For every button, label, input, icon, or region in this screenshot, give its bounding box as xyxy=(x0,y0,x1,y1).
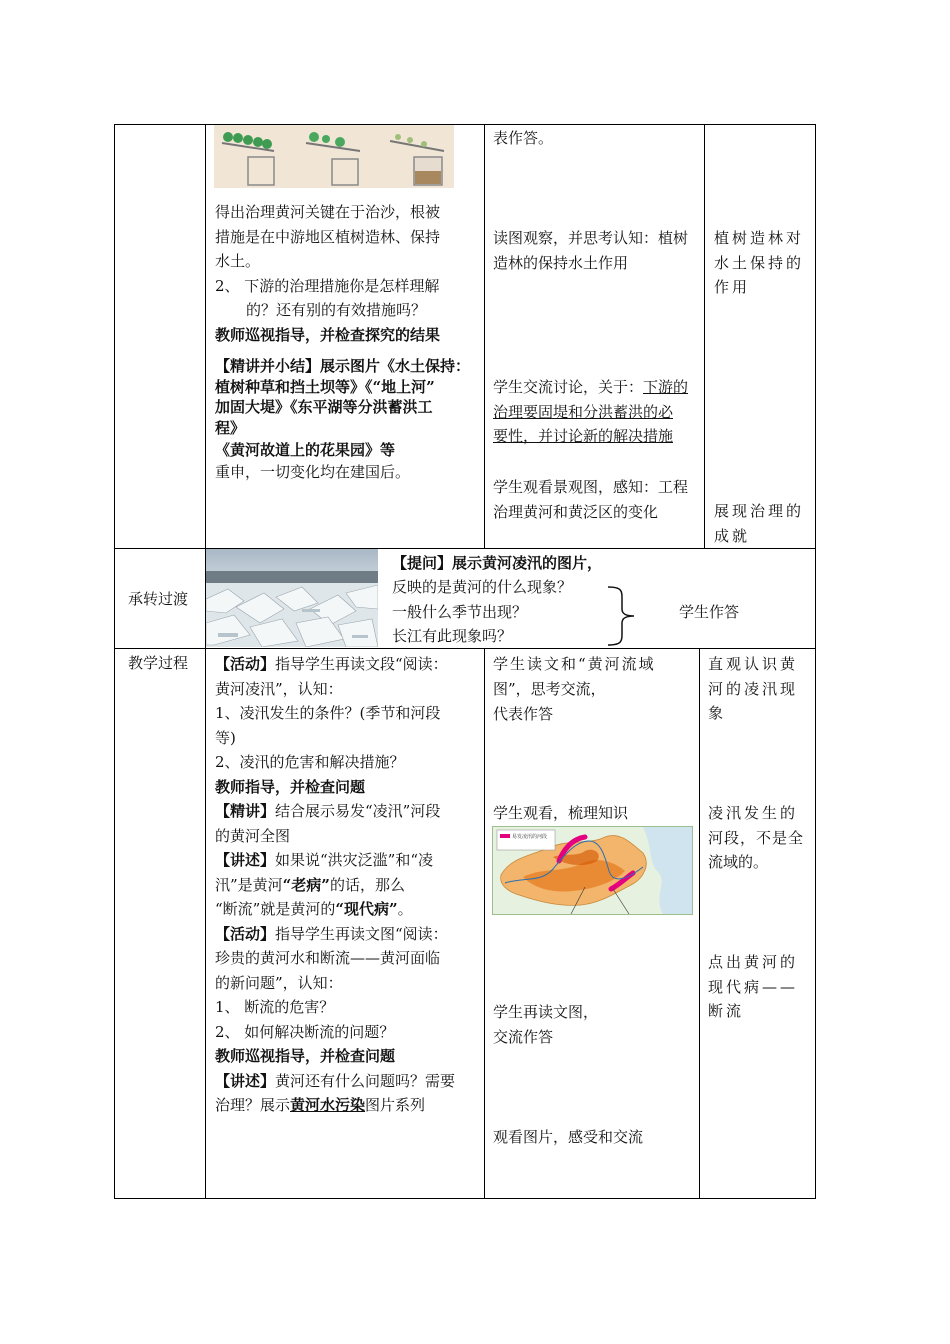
section2-question-1: 反映的是黄河的什么现象？ xyxy=(392,578,573,596)
s1-line-5: 的？还有别的有效措施吗？ xyxy=(246,301,427,319)
s1-student-p4b: 治理黄河和黄泛区的变化 xyxy=(493,502,659,521)
s3-intent-i7: 点出黄河的 xyxy=(708,953,799,971)
s3-l10b: “老病” xyxy=(282,875,330,894)
s1-line-1: 得出治理黄河关键在于治沙，根被 xyxy=(215,203,441,221)
summary-line-2: 植树种草和挡土坝等》《“地上河” xyxy=(215,377,435,396)
s3-student-p1 xyxy=(493,652,698,677)
s3-intent-i6: 流域的。 xyxy=(708,853,769,871)
s1-line-3: 水土。 xyxy=(215,252,261,270)
summary-line-6: 重申，一切变化均在建国后。 xyxy=(215,463,411,481)
s3-l18a: 【讲述】 xyxy=(215,1071,276,1090)
right-brace-icon xyxy=(604,585,638,647)
section1-student-activity xyxy=(493,126,703,151)
table-border-left xyxy=(114,124,115,1199)
s3-student-s3: 代表作答 xyxy=(493,704,554,723)
summary-line-4: 程》 xyxy=(215,418,246,437)
section3-teacher-activity xyxy=(215,652,483,1118)
s3-student-s6: 交流作答 xyxy=(493,1027,554,1046)
s3-intent-i5: 河段，不是全 xyxy=(708,828,805,847)
s3-l1b: 指导学生再读文段“阅读： xyxy=(275,655,448,673)
s1-student-p3a: 学生交流讨论，关于： xyxy=(493,378,644,396)
s3-student-p3 xyxy=(493,1000,698,1049)
s3-l2: 黄河凌汛”，认知： xyxy=(215,679,343,698)
summary-line-1: 【精讲并小结】展示图片《水土保持： xyxy=(215,357,471,375)
section2-question-2: 一般什么季节出现？ xyxy=(392,603,528,621)
table-border-right xyxy=(815,124,816,1199)
s3-l14: 的新问题”，认知： xyxy=(215,973,343,992)
section2-answer: 学生作答 xyxy=(679,603,740,621)
s3-student-s4: 学生观看，梳理知识 xyxy=(493,804,629,822)
s3-intent-i8: 现代病—— xyxy=(708,977,799,996)
s1-student-p3b: 下游的 xyxy=(643,378,689,396)
col-divider-2-bottom xyxy=(484,648,485,1199)
s1-student-p3d: 要性，并讨论新的解决措施 xyxy=(493,427,674,445)
s3-l3: 1、凌汛发生的条件？(季节和河段 xyxy=(215,704,441,722)
s3-l13: 珍贵的黄河水和断流——黄河面临 xyxy=(215,949,441,967)
s3-intent-i3: 象 xyxy=(708,704,727,722)
table-border-bottom xyxy=(114,1198,816,1199)
s3-l17: 教师巡视指导，并检查问题 xyxy=(215,1047,396,1065)
s1-student-p2a: 读图观察，并思考认知：植树 xyxy=(493,229,689,247)
soil-conservation-illustration xyxy=(214,125,454,188)
s1-student-p4 xyxy=(493,475,703,524)
s3-l11b: “现代病” xyxy=(335,900,398,918)
section2-question-3: 长江有此现象吗？ xyxy=(392,627,513,645)
s3-l18b: 黄河还有什么问题吗？需要 xyxy=(275,1071,456,1090)
s3-intent-p2 xyxy=(708,801,814,875)
s3-l10c: 的话，那么 xyxy=(329,875,405,894)
s1-intent-p2a: 展现治理的 xyxy=(714,502,805,520)
summary-line-5: 《黄河故道上的花果园》等 xyxy=(215,441,396,459)
map-legend-text: 易发凌汛的河段 xyxy=(512,834,548,840)
s3-l15: 1、 断流的危害？ xyxy=(215,998,335,1016)
s1-student-p1: 表作答。 xyxy=(493,129,554,147)
s3-l11c: 。 xyxy=(397,900,413,918)
s3-l19b: 黄河水污染 xyxy=(290,1096,366,1114)
s3-l4: 等) xyxy=(215,728,236,747)
s1-intent-p2 xyxy=(714,499,814,548)
s3-l12b: 指导学生再读文图“阅读： xyxy=(275,924,448,943)
s3-student-s1: 学生读文和“黄河流域 xyxy=(493,655,656,673)
s1-student-p3 xyxy=(493,375,703,449)
s3-l16: 2、 如何解决断流的问题？ xyxy=(215,1022,395,1041)
section1-summary xyxy=(215,356,483,461)
s3-intent-p3 xyxy=(708,950,814,1024)
col-divider-3-bottom xyxy=(699,648,700,1199)
s3-l12a: 【活动】 xyxy=(215,924,276,943)
s3-l7b: 结合展示易发“凌汛”河段 xyxy=(275,802,441,820)
section2-title: 【提问】展示黄河凌汛的图片， xyxy=(392,554,603,572)
section3-label: 教学过程 xyxy=(128,654,189,672)
s1-line-6: 教师巡视指导，并检查探究的结果 xyxy=(215,325,441,344)
s1-intent-p1a: 植树造林对 xyxy=(714,229,805,247)
s3-student-p1b xyxy=(493,677,698,726)
s3-l9b: 如果说“洪灾泛滥”和“凌 xyxy=(275,851,434,869)
s3-intent-p1 xyxy=(708,652,814,726)
s3-l9a: 【讲述】 xyxy=(215,851,276,869)
ice-flood-photo xyxy=(206,549,378,647)
s3-l7a: 【精讲】 xyxy=(215,802,276,820)
s3-l10a: 汛”是黄河 xyxy=(215,875,283,894)
section2-label: 承转过渡 xyxy=(128,590,189,608)
s3-intent-i9: 断流 xyxy=(708,1002,745,1020)
s1-intent-p1b: 水土保持的 xyxy=(714,253,805,272)
s1-intent-p1 xyxy=(714,226,814,300)
s3-intent-i4: 凌汛发生的 xyxy=(708,804,799,822)
s1-line-4: 2、 下游的治理措施你是怎样理解 xyxy=(215,276,440,295)
col-divider-1 xyxy=(205,124,206,1199)
s3-l11a: “断流”就是黄河的 xyxy=(215,900,336,918)
s3-intent-i2: 河的凌汛现 xyxy=(708,679,799,698)
s1-intent-p1c: 作用 xyxy=(714,278,751,296)
section1-teacher-activity xyxy=(215,200,480,347)
s3-student-s5: 学生再读文图， xyxy=(493,1003,599,1021)
s3-student-s7: 观看图片，感受和交流 xyxy=(493,1128,644,1146)
yellow-river-ice-flood-map xyxy=(492,826,693,915)
s3-intent-i1: 直观认识黄 xyxy=(708,655,799,673)
s1-student-p3c: 治理要固堤和分洪蓄洪的必 xyxy=(493,402,674,421)
s1-student-p2 xyxy=(493,226,703,275)
s1-student-p2b: 造林的保持水土作用 xyxy=(493,253,629,272)
col-divider-3-top xyxy=(704,124,705,549)
s3-l19a: 治理？展示 xyxy=(215,1096,291,1114)
col-divider-2-top xyxy=(484,124,485,549)
s3-l5: 2、凌汛的危害和解决措施？ xyxy=(215,753,405,771)
s3-student-s2: 图”，思考交流， xyxy=(493,680,606,698)
s3-l1a: 【活动】 xyxy=(215,655,276,673)
s3-l19c: 图片系列 xyxy=(365,1096,426,1114)
s3-l8: 的黄河全图 xyxy=(215,826,291,845)
s1-intent-p2b: 成就 xyxy=(714,526,751,545)
summary-line-3: 加固大堤》《东平湖等分洪蓄洪工 xyxy=(215,398,433,416)
s1-line-2: 措施是在中游地区植树造林、保持 xyxy=(215,227,441,246)
s1-student-p4a: 学生观看景观图，感知：工程 xyxy=(493,478,689,496)
s3-l6: 教师指导，并检查问题 xyxy=(215,777,366,796)
